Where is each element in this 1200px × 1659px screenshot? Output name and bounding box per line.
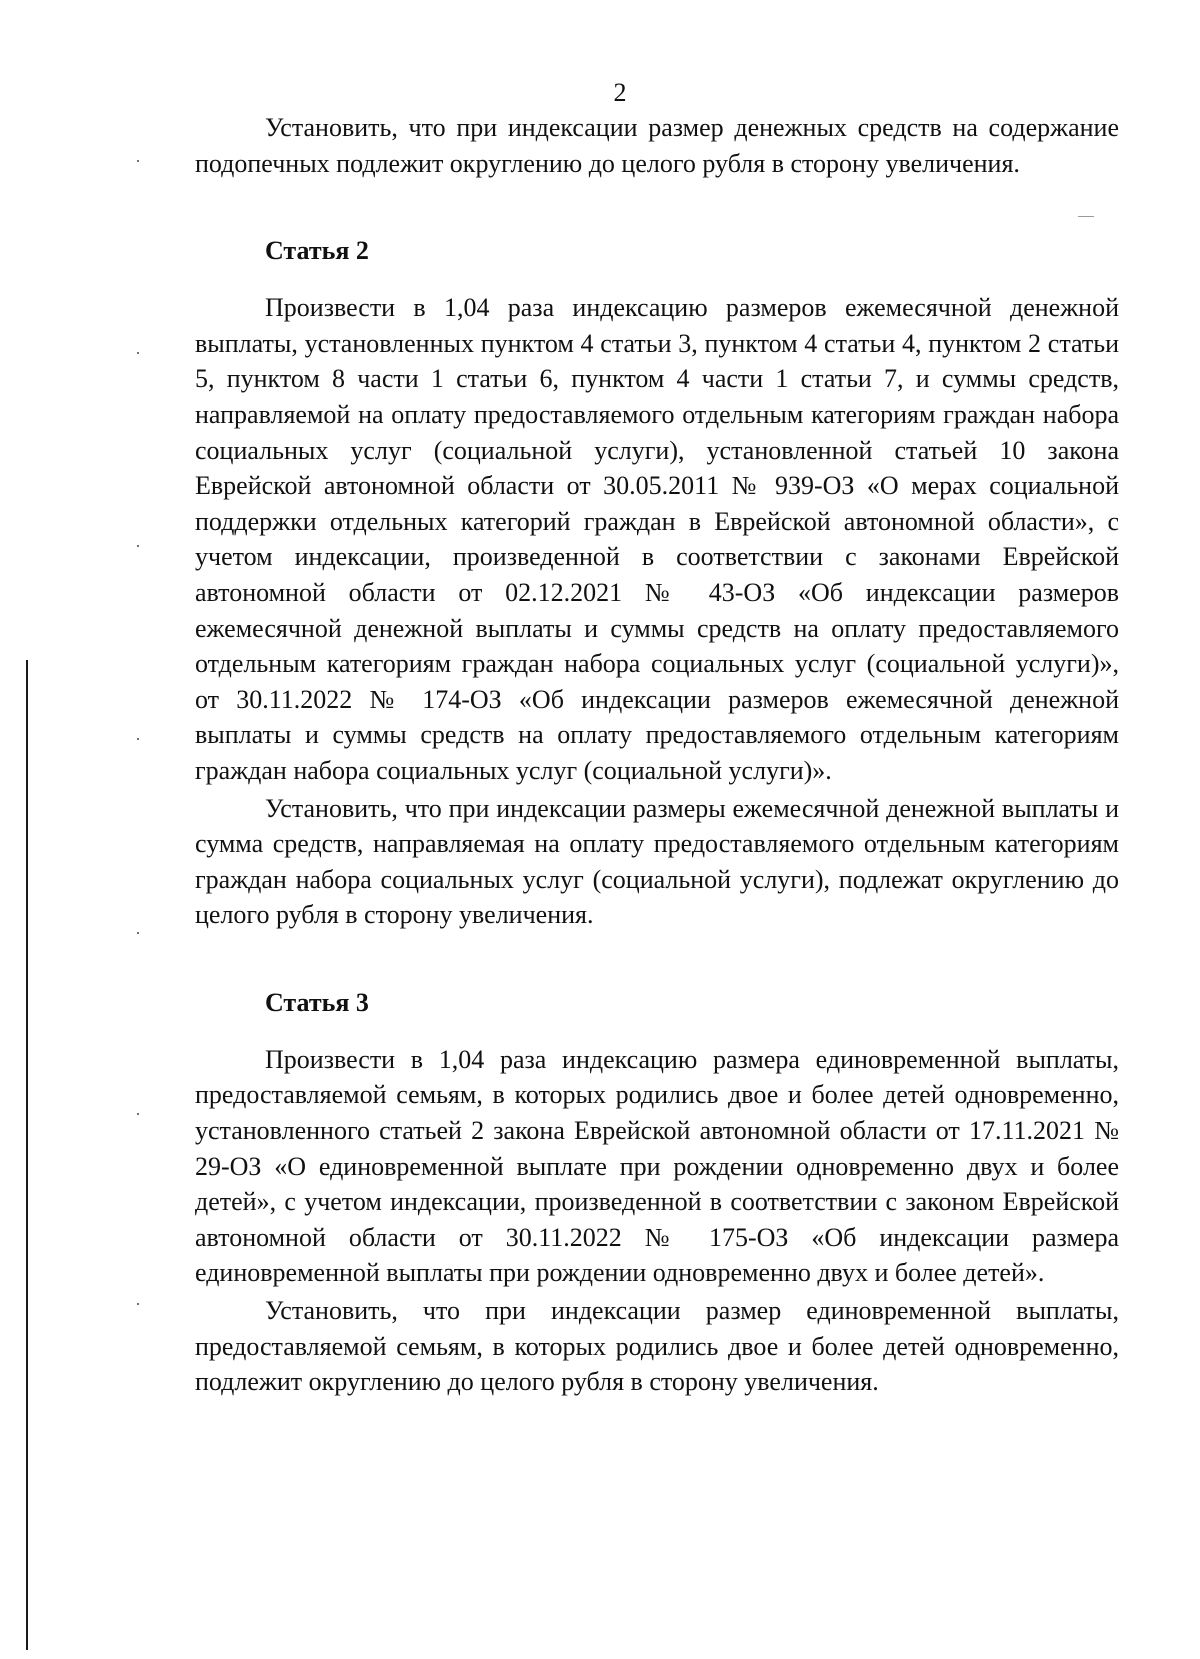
paragraph-article-2-indexation: Произвести в 1,04 раза индексацию размеров ежемесячной денежной выплаты, установленных пунктом 4 статьи 3, пунктом 4 статьи 4, пунктом 2 статьи 5, пунктом 8 части 1 статьи 6, пунктом 4 части 1 статьи 7, и суммы средств, направляемой на оплату предоставляемого отдельным категориям граждан набора социальных услуг (социальной услуги), установленной статьей 10 закона Еврейской автономной области от 30.05.2011 № 939-ОЗ «О мерах социальной поддержки отдельных категорий граждан в Еврейской автономной области», с учетом индексации, произведенной в соответствии с законами Еврейской автономной области от 02.12.2021 № 43-ОЗ «Об индексации размеров ежемесячной денежной выплаты и суммы средств на оплату предоставляемого отдельным категориям граждан набора социальных услуг (социальной услуги)», от 30.11.2022 № 174-ОЗ «Об индексации размеров ежемесячной денежной выплаты и суммы средств на оплату предоставляемого отдельным категориям граждан набора социальных услуг (социальной услуги)». xyxy=(195,293,1119,785)
scan-speck xyxy=(137,352,139,354)
scan-speck xyxy=(137,1113,139,1115)
scan-speck xyxy=(137,738,139,740)
scan-speck xyxy=(137,545,139,547)
scan-mark xyxy=(1078,216,1094,217)
paragraph-article-1-rounding: Установить, что при индексации размер денежных средств на содержание подопечных подлежит округлению до целого рубля в сторону увеличения. xyxy=(195,113,1119,178)
scan-edge-line xyxy=(26,660,28,1650)
article-3-heading: Статья 3 xyxy=(265,987,369,1017)
scan-speck xyxy=(137,1303,139,1305)
paragraph-article-3-rounding: Установить, что при индексации размер единовременной выплаты, предоставляемой семьям, в которых родились двое и более детей одновременно, подлежит округлению до целого рубля в сторону увеличения. xyxy=(195,1296,1119,1397)
paragraph-article-3-indexation: Произвести в 1,04 раза индексацию размера единовременной выплаты, предоставляемой семьям, в которых родились двое и более детей одновременно, установленного статьей 2 закона Еврейской автономной области от 17.11.2021 № 29-ОЗ «О единовременной выплате при рождении одновременно двух и более детей», с учетом индексации, произведенной в соответствии с законом Еврейской автономной области от 30.11.2022 № 175-ОЗ «Об индексации размера единовременной выплаты при рождении одновременно двух и более детей». xyxy=(195,1044,1119,1288)
article-2-heading: Статья 2 xyxy=(265,236,369,266)
scan-speck xyxy=(137,932,139,934)
document-body xyxy=(195,110,1119,1400)
page-number: 2 xyxy=(613,78,627,107)
paragraph-article-2-rounding: Установить, что при индексации размеры ежемесячной денежной выплаты и сумма средств, направляемая на оплату предоставляемого отдельным категориям граждан набора социальных услуг (социальной услуги), подлежат округлению до целого рубля в сторону увеличения. xyxy=(195,793,1119,930)
scan-speck xyxy=(137,160,139,162)
